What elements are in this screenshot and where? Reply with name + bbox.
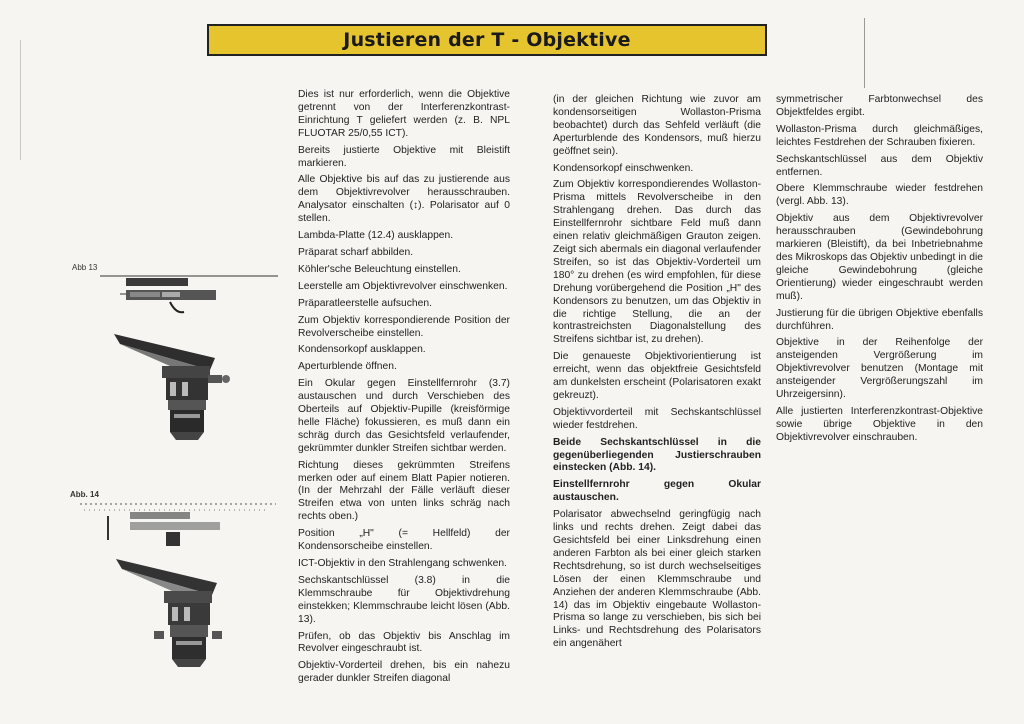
paragraph: Objektiv-Vorderteil drehen, bis ein nahezu gerader dunkler Streifen diagonal (298, 660, 510, 685)
paragraph: Zum Objektiv korrespondierende Position der Revolverscheibe einstellen. (298, 314, 510, 339)
paragraph: Köhler'sche Beleuchtung einstellen. (298, 263, 461, 275)
text-column-1 (298, 89, 510, 690)
paragraph: Objektivvorderteil mit Sechskantschlüssel wieder festdrehen. (553, 406, 761, 431)
paragraph: Alle justierten Interferenzkontrast-Objektive sowie übrige Objektive in den Objektivrevolver einschrauben. (776, 405, 983, 443)
paragraph: Justierung für die übrigen Objektive ebenfalls durchführen. (776, 307, 983, 332)
title-bar (207, 24, 767, 56)
figure-abb14-objective (112, 555, 252, 675)
paragraph: Sechskantschlüssel (3.8) in die Klemmschraube für Objektivdrehung einstekken; Klemmschraube leicht lösen (Abb. 13). (298, 574, 510, 625)
paragraph: Ein Okular gegen Einstellfernrohr (3.7) austauschen und durch Verschieben des Oberteils auf Objektiv-Pupille (kreisförmige helle Fläche) fokussieren, es muß dann ein schräg durch das Gesichtsfeld verlaufender, gekrümmter dunkler Streifen sichtbar werden. (298, 378, 510, 454)
paragraph: Zum Objektiv korrespondierendes Wollaston-Prisma mittels Revolverscheibe in den Strahlengang drehen. Das durch das Einstellfernrohr sichtbare Feld muß dann einen relativ gleichmäßigen Grauton zeigen. Zeigt sich abermals ein diagonal verlaufender Streifen, so ist das Objektiv-Vorderteil um 180° zu drehen (es wird empfohlen, für diese Drehung vorübergehend die Position „H" des Kondensors zu benutzen, um das Objektiv in die richtige Stellung, die an der kontrastreichsten Diagonalstellung des Streifens sichtbar ist, zu drehen). (553, 179, 761, 346)
paragraph: Kondensorkopf einschwenken. (553, 162, 694, 174)
paragraph: Richtung dieses gekrümmten Streifens merken oder auf einem Blatt Papier notieren. (In der Mehrzahl der Fälle verläuft dieser Streifen etwa von unten links schräg nach rechts oben.) (298, 459, 510, 523)
paragraph: Obere Klemmschraube wieder festdrehen (vergl. Abb. 13). (776, 183, 983, 208)
paragraph: ICT-Objektiv in den Strahlengang schwenken. (298, 558, 507, 569)
paragraph: Aperturblende öffnen. (298, 361, 397, 373)
paragraph: Beide Sechskantschlüssel in die gegenüberliegenden Justierschrauben einstecken (Abb. 14). (553, 436, 761, 474)
paragraph: Alle Objektive bis auf das zu justierende aus dem Objektivrevolver herausschrauben. Analysator einschalten (↕). Polarisator auf 0 stellen. (298, 174, 510, 225)
paragraph: Einstellfernrohr gegen Okular austauschen. (553, 479, 761, 504)
text-column-3 (776, 94, 983, 449)
paragraph: Objektive in der Reihenfolge der ansteigenden Vergrößerung im Objektivrevolver benutzen (Montage mit ansteigender Vergrößerungszahl im Uhrzeigersinn). (776, 337, 983, 401)
paragraph: Wollaston-Prisma durch gleichmäßiges, leichtes Festdrehen der Schrauben fixieren. (776, 123, 983, 148)
figure-label-abb14: Abb. 14 (70, 490, 99, 499)
paragraph: Präparat scharf abbilden. (298, 246, 414, 258)
left-margin-line (20, 40, 21, 160)
paragraph: Bereits justierte Objektive mit Bleistift markieren. (298, 144, 510, 169)
figure-abb14-revolver (78, 492, 278, 562)
right-margin-line (864, 18, 865, 88)
paragraph: Prüfen, ob das Objektiv bis Anschlag im Revolver eingeschraubt ist. (298, 630, 510, 655)
paragraph: Polarisator abwechselnd geringfügig nach links und rechts drehen. Zeigt dabei das Gesichtsfeld bei einer Linksdrehung einen anderen Farbton als bei einer gleich starken Rechtsdrehung, so ist durch wechselseitiges Lösen der einen Klemmschraube und Anziehen der anderen Klemmschraube (Abb. 14) das im Objektiv eingebaute Wollaston-Prisma so lange zu verschieben, bis sich bei Links- und Rechtsdrehung des Polarisators ein angenähert (553, 509, 761, 650)
paragraph: Dies ist nur erforderlich, wenn die Objektive getrennt von der Interferenzkontrast-Einrichtung T geliefert werden (z. B. NPL FLUOTAR 25/0,55 ICT). (298, 89, 510, 139)
paragraph: Position „H" (= Hellfeld) der Kondensorscheibe einstellen. (298, 528, 510, 553)
paragraph: Lambda-Platte (12.4) ausklappen. (298, 230, 454, 242)
figure-abb13-objective (110, 330, 250, 450)
paragraph: Kondensorkopf ausklappen. (298, 344, 426, 356)
paragraph: Die genaueste Objektivorientierung ist erreicht, wenn das objektfreie Gesichtsfeld am dunkelsten erscheint (Polarisatoren exakt gekreuzt). (553, 351, 761, 401)
text-column-2 (553, 94, 761, 655)
paragraph: Präparatleerstelle aufsuchen. (298, 297, 432, 309)
paragraph: Sechskantschlüssel aus dem Objektiv entfernen. (776, 153, 983, 178)
page-title: Justieren der T - Objektive (343, 29, 631, 51)
paragraph: symmetrischer Farbtonwechsel des Objektfeldes ergibt. (776, 94, 983, 118)
paragraph: (in der gleichen Richtung wie zuvor am kondensorseitigen Wollaston-Prisma beobachtet) durch das Sehfeld verläuft (die Aperturblende des Kondensors, muß hierzu geöffnet sein). (553, 94, 761, 157)
figure-label-abb13: Abb 13 (72, 263, 98, 272)
paragraph: Leerstelle am Objektivrevolver einschwenken. (298, 280, 508, 292)
paragraph: Objektiv aus dem Objektivrevolver herausschrauben (Gewindebohrung markieren (Bleistift), da bei Inbetriebnahme des Mikroskops das Objektiv unbedingt in die gleiche Gewindebohrung (gleiche Orientierung) wieder eingeschraubt werden muß). (776, 213, 983, 302)
